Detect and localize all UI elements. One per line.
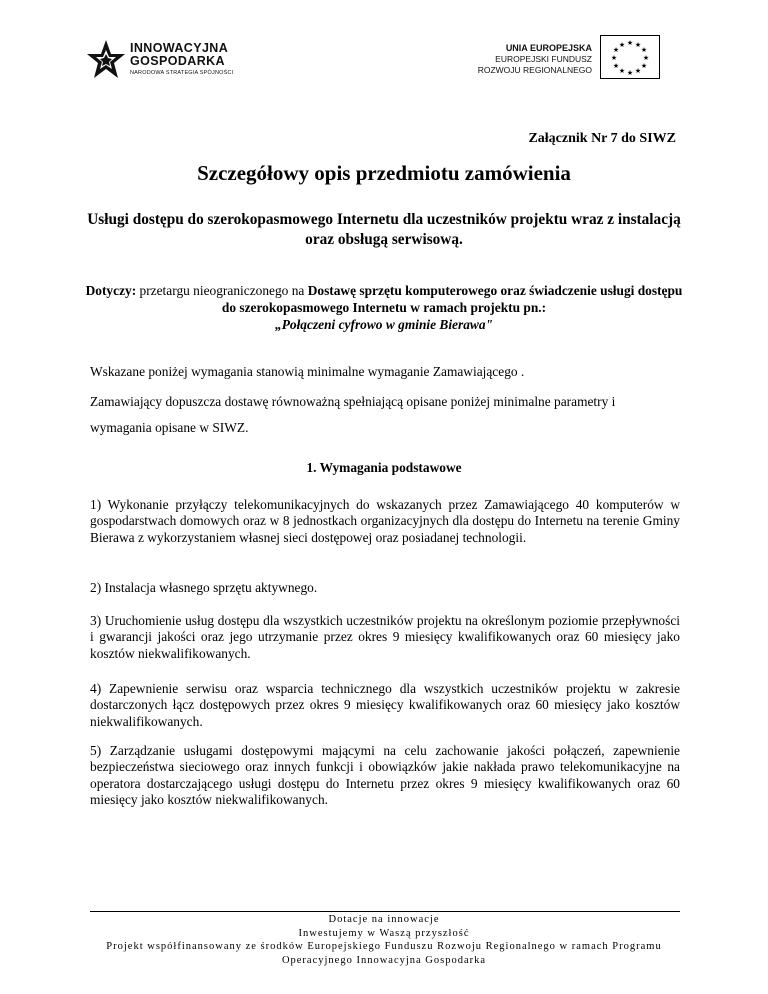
- section-heading: 1. Wymagania podstawowe: [306, 460, 462, 475]
- svg-text:★: ★: [642, 54, 650, 62]
- eu-flag-icon: [600, 35, 660, 79]
- intro-paragraph-2: Zamawiający dopuszcza dostawę równoważną spełniającą opisane poniżej minimalne parametry i wymagania opisane w SIWZ.: [90, 394, 616, 435]
- requirement-paragraph: 4) Zapewnienie serwisu oraz wsparcia technicznego dla wszystkich uczestników projektu w zakresie dostarczonych łącz dostępowych przez okres 9 miesięcy kwalifikowanych oraz 60 miesięcy jako kosztów niekwalifikowanych.: [90, 681, 680, 729]
- eu-logo-line3: ROZWOJU REGIONALNEGO: [477, 65, 592, 75]
- ig-logo-line3: NARODOWA STRATEGIA SPÓJNOŚCI: [130, 70, 234, 76]
- svg-text:★: ★: [634, 41, 642, 49]
- eu-logo: [468, 33, 678, 91]
- page-footer: [60, 913, 708, 967]
- footer-line4: Operacyjnego Innowacyjna Gospodarka: [281, 954, 487, 966]
- ig-logo-line2: GOSPODARKA: [130, 54, 225, 68]
- svg-text:★: ★: [618, 67, 626, 75]
- svg-text:★: ★: [612, 46, 620, 54]
- eu-logo-line2: EUROPEJSKI FUNDUSZ: [495, 54, 592, 64]
- document-title: Szczegółowy opis przedmiotu zamówienia: [197, 161, 571, 185]
- svg-text:★: ★: [610, 54, 618, 62]
- svg-text:★: ★: [618, 41, 626, 49]
- svg-text:★: ★: [612, 62, 620, 70]
- footer-divider: [90, 911, 680, 912]
- eu-logo-text: [478, 42, 592, 76]
- annex-label: Załącznik Nr 7 do SIWZ: [528, 131, 676, 146]
- requirement-paragraph: 3) Uruchomienie usług dostępu dla wszystkich uczestników projektu na określonym poziomie przepływności i gwarancji jakości oraz jego utrzymanie przez okres 9 miesięcy kwalifikowanych oraz 60 miesięcy jako kosztów niekwalifikowanych.: [90, 613, 680, 661]
- document-subtitle: Usługi dostępu do szerokopasmowego Internetu dla uczestników projektu wraz z instalacją oraz obsługą serwisową.: [87, 211, 681, 248]
- intro-paragraph-1: Wskazane poniżej wymagania stanowią minimalne wymaganie Zamawiającego .: [90, 364, 525, 379]
- svg-text:★: ★: [634, 67, 642, 75]
- eu-logo-line1: UNIA EUROPEJSKA: [505, 43, 592, 53]
- concerns-block: [80, 282, 688, 333]
- requirement-paragraph: 1) Wykonanie przyłączy telekomunikacyjnych do wskazanych przez Zamawiającego 40 komputerów w gospodarstwach domowych oraz w 8 jednostkach organizacyjnych dla dostępu do Internetu na terenie Gminy Bierawa z wykorzystaniem własnej sieci dostępowej oraz posiadanej technologii.: [90, 497, 680, 545]
- concerns-text: przetargu nieograniczonego na: [136, 283, 308, 298]
- requirement-paragraph: 2) Instalacja własnego sprzętu aktywnego.: [90, 580, 318, 595]
- concerns-bold-text: Dostawę sprzętu komputerowego oraz świadczenie usługi dostępu do szerokopasmowego Internetu w ramach projektu pn.:: [221, 283, 683, 315]
- innowacyjna-gospodarka-logo: [86, 34, 256, 84]
- svg-text:★: ★: [626, 39, 634, 47]
- requirement-paragraph: 5) Zarządzanie usługami dostępowymi mającymi na celu zachowanie jakości połączeń, zapewnienie bezpieczeństwa sieciowego oraz innych funkcji i obowiązków jakie nakłada prawo telekomunikacyjne na operatora dostarczającego usługi dostępu do Internetu przez okres 9 miesięcy kwalifikowanych oraz 60 miesięcy jako kosztów niekwalifikowanych.: [90, 743, 680, 808]
- footer-line3: Projekt współfinansowany ze środków Europejskiego Funduszu Rozwoju Regionalnego w ramach Programu: [106, 941, 662, 952]
- project-name: „Połączeni cyfrowo w gminie Bierawa": [275, 317, 493, 332]
- ig-star-icon: [86, 38, 126, 82]
- svg-text:★: ★: [640, 62, 648, 70]
- footer-line2: Inwestujemy w Waszą przyszłość: [298, 927, 470, 939]
- concerns-label: Dotyczy:: [85, 283, 137, 298]
- svg-text:★: ★: [626, 69, 634, 77]
- ig-logo-text: [130, 42, 233, 76]
- ig-logo-line1: INNOWACYJNA: [130, 41, 229, 55]
- footer-line1: Dotacje na innowacje: [328, 914, 440, 925]
- svg-text:★: ★: [640, 46, 648, 54]
